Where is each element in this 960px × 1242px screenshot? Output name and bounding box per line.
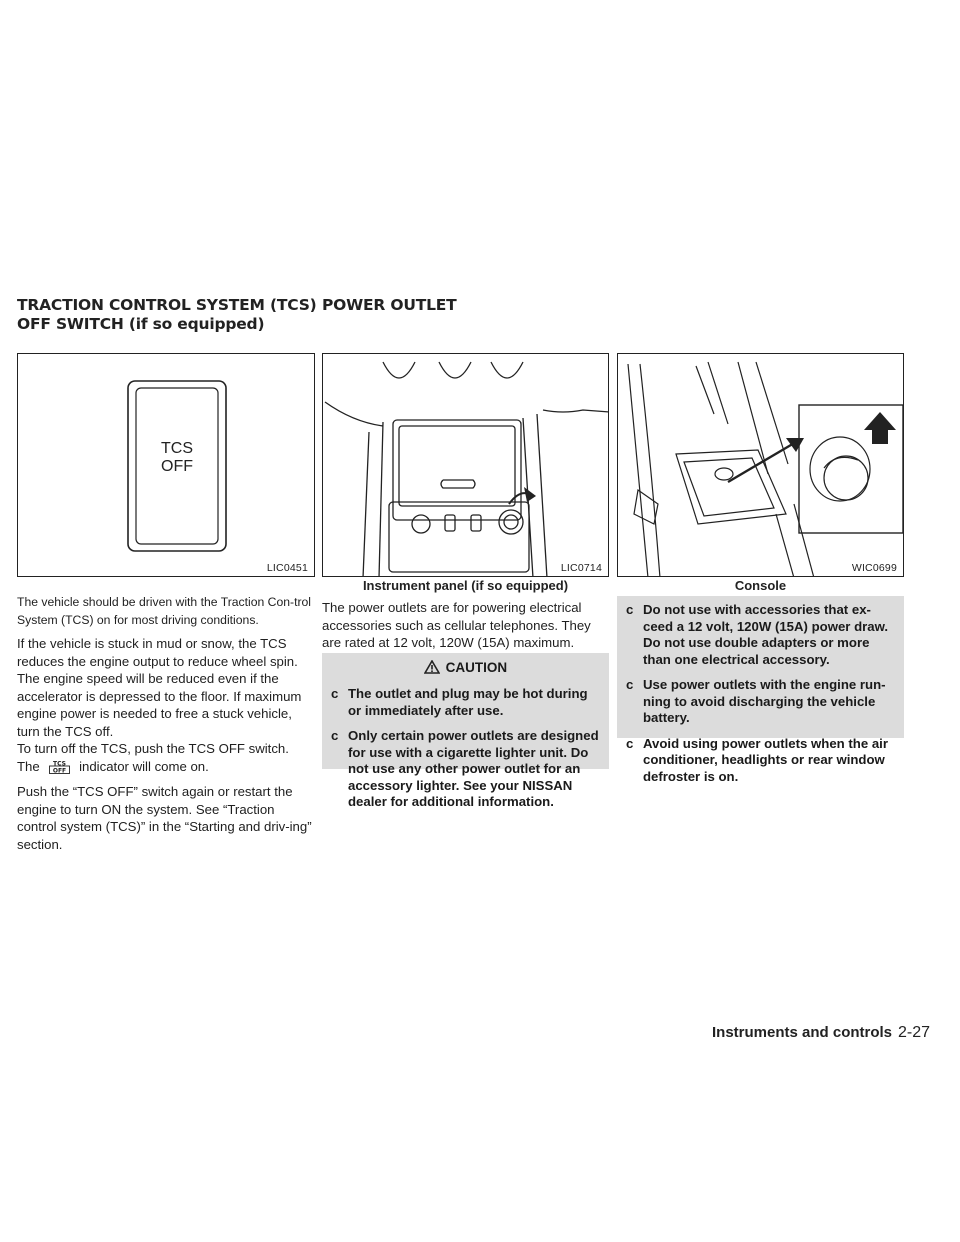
console-figure <box>617 353 904 577</box>
caution-title: CAUTION <box>322 653 609 680</box>
notes-list <box>617 596 904 785</box>
tcs-paragraph-4: Push the “TCS OFF” switch again or restart the engine to turn ON the system. See “Traction control system (TCS)” in the “Starting and driv-ing” section. <box>17 784 312 852</box>
outlet-paragraph-1: The power outlets are for powering electrical accessories such as cellular telephones. They are rated at 12 volt, 120W (15A) maximum. <box>322 600 591 650</box>
svg-text:OFF: OFF <box>53 766 67 774</box>
tcs-section-heading <box>17 296 317 334</box>
tcs-heading-line1: TRACTION CONTROL SYSTEM (TCS) <box>17 296 317 314</box>
caution-list <box>322 680 609 811</box>
figure-id: LIC0714 <box>560 562 602 574</box>
tcs-paragraph-1: The vehicle should be driven with the Traction Con-trol System (TCS) on for most driving conditions. <box>17 595 312 627</box>
tcs-switch-label: TCS OFF <box>161 440 193 475</box>
instrument-panel-figure <box>322 353 609 577</box>
page-number: 2-27 <box>898 1024 931 1041</box>
tcs-heading-line2: OFF SWITCH (if so equipped) <box>17 315 265 333</box>
instrument-panel-illustration <box>323 354 609 577</box>
console-illustration <box>618 354 904 577</box>
warning-icon <box>424 660 440 674</box>
notes-box <box>617 596 904 784</box>
caution-item: c Only certain power outlets are designed for use with a cigarette lighter unit. Do not use any other power outlet for an accessory lighter. See your NISSAN dealer for additional information. <box>331 728 599 809</box>
svg-text:TCS: TCS <box>53 760 67 768</box>
tcs-switch-figure <box>17 353 315 577</box>
tcs-paragraph-3: To turn off the TCS, push the TCS OFF switch. The TCS OFF indicator will come on. <box>17 741 289 774</box>
instrument-panel-caption: Instrument panel (if so equipped) <box>362 578 569 593</box>
figure-id: WIC0699 <box>851 562 897 574</box>
power-outlet-heading: POWER OUTLET <box>322 296 457 314</box>
console-caption: Console <box>734 578 787 593</box>
note-item: c Do not use with accessories that ex-ceed a 12 volt, 120W (15A) power draw. Do not use double adapters or more than one electrical accessory. <box>626 602 889 667</box>
tcs-paragraph-2: If the vehicle is stuck in mud or snow, the TCS reduces the engine output to reduce wheel spin. The engine speed will be reduced even if the accelerator is depressed to the floor. If maximum engine power is needed to free a stuck vehicle, turn the TCS off. <box>17 636 302 739</box>
figure-id: LIC0451 <box>266 562 308 574</box>
note-item: c Use power outlets with the engine run-ning to avoid discharging the vehicle battery. <box>626 677 886 725</box>
caution-item: c The outlet and plug may be hot during or immediately after use. <box>331 686 588 718</box>
page-footer <box>712 1024 930 1042</box>
tcs-off-indicator-icon <box>47 760 71 774</box>
caution-box <box>322 653 609 809</box>
note-item: c Avoid using power outlets when the air conditioner, headlights or rear window defroster is on. <box>626 735 888 784</box>
footer-section-title: Instruments and controls <box>712 1024 893 1041</box>
